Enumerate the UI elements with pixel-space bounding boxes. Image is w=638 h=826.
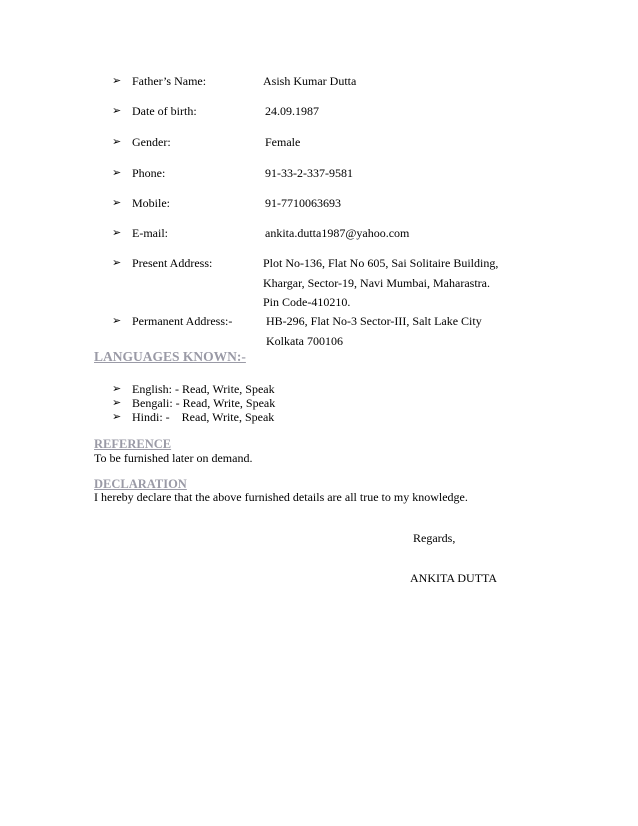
bullet-arrow-icon: ➢ (112, 396, 122, 409)
bullet-arrow-icon: ➢ (112, 166, 122, 179)
present-address-line: Pin Code-410210. (263, 295, 351, 309)
bullet-arrow-icon: ➢ (112, 410, 122, 423)
language-item: English: - Read, Write, Speak (132, 382, 275, 396)
present-address-line: Plot No-136, Flat No 605, Sai Solitaire Building, (263, 256, 499, 270)
reference-text: To be furnished later on demand. (94, 451, 253, 465)
permanent-address-label: Permanent Address:- (132, 314, 233, 328)
bullet-arrow-icon: ➢ (112, 382, 122, 395)
declaration-heading: DECLARATION (94, 477, 187, 491)
email-value: ankita.dutta1987@yahoo.com (265, 226, 410, 240)
bullet-arrow-icon: ➢ (112, 196, 122, 209)
mobile-value: 91-7710063693 (265, 196, 341, 210)
bullet-arrow-icon: ➢ (112, 74, 122, 87)
bullet-arrow-icon: ➢ (112, 104, 122, 117)
date-of-birth-label: Date of birth: (132, 104, 197, 118)
declaration-text: I hereby declare that the above furnished details are all true to my knowledge. (94, 490, 468, 504)
phone-value: 91-33-2-337-9581 (265, 166, 353, 180)
signature-name: ANKITA DUTTA (410, 571, 498, 585)
present-address-line: Khargar, Sector-19, Navi Mumbai, Maharastra. (263, 276, 490, 290)
phone-label: Phone: (132, 166, 166, 180)
permanent-address-line: Kolkata 700106 (266, 334, 343, 348)
language-item: Bengali: - Read, Write, Speak (132, 396, 276, 410)
gender-value: Female (265, 135, 301, 149)
languages-heading: LANGUAGES KNOWN:- (94, 349, 246, 364)
date-of-birth-value: 24.09.1987 (265, 104, 319, 118)
bullet-arrow-icon: ➢ (112, 256, 122, 269)
bullet-arrow-icon: ➢ (112, 135, 122, 148)
language-item: Hindi: - Read, Write, Speak (132, 410, 275, 424)
gender-label: Gender: (132, 135, 171, 149)
permanent-address-line: HB-296, Flat No-3 Sector-III, Salt Lake City (266, 314, 482, 328)
bullet-arrow-icon: ➢ (112, 314, 122, 327)
email-label: E-mail: (132, 226, 168, 240)
reference-heading: REFERENCE (94, 437, 172, 451)
mobile-label: Mobile: (132, 196, 170, 210)
present-address-label: Present Address: (132, 256, 213, 270)
fathers-name-label: Father’s Name: (132, 74, 207, 88)
regards-text: Regards, (413, 531, 456, 545)
bullet-arrow-icon: ➢ (112, 226, 122, 239)
fathers-name-value: Asish Kumar Dutta (263, 74, 357, 88)
